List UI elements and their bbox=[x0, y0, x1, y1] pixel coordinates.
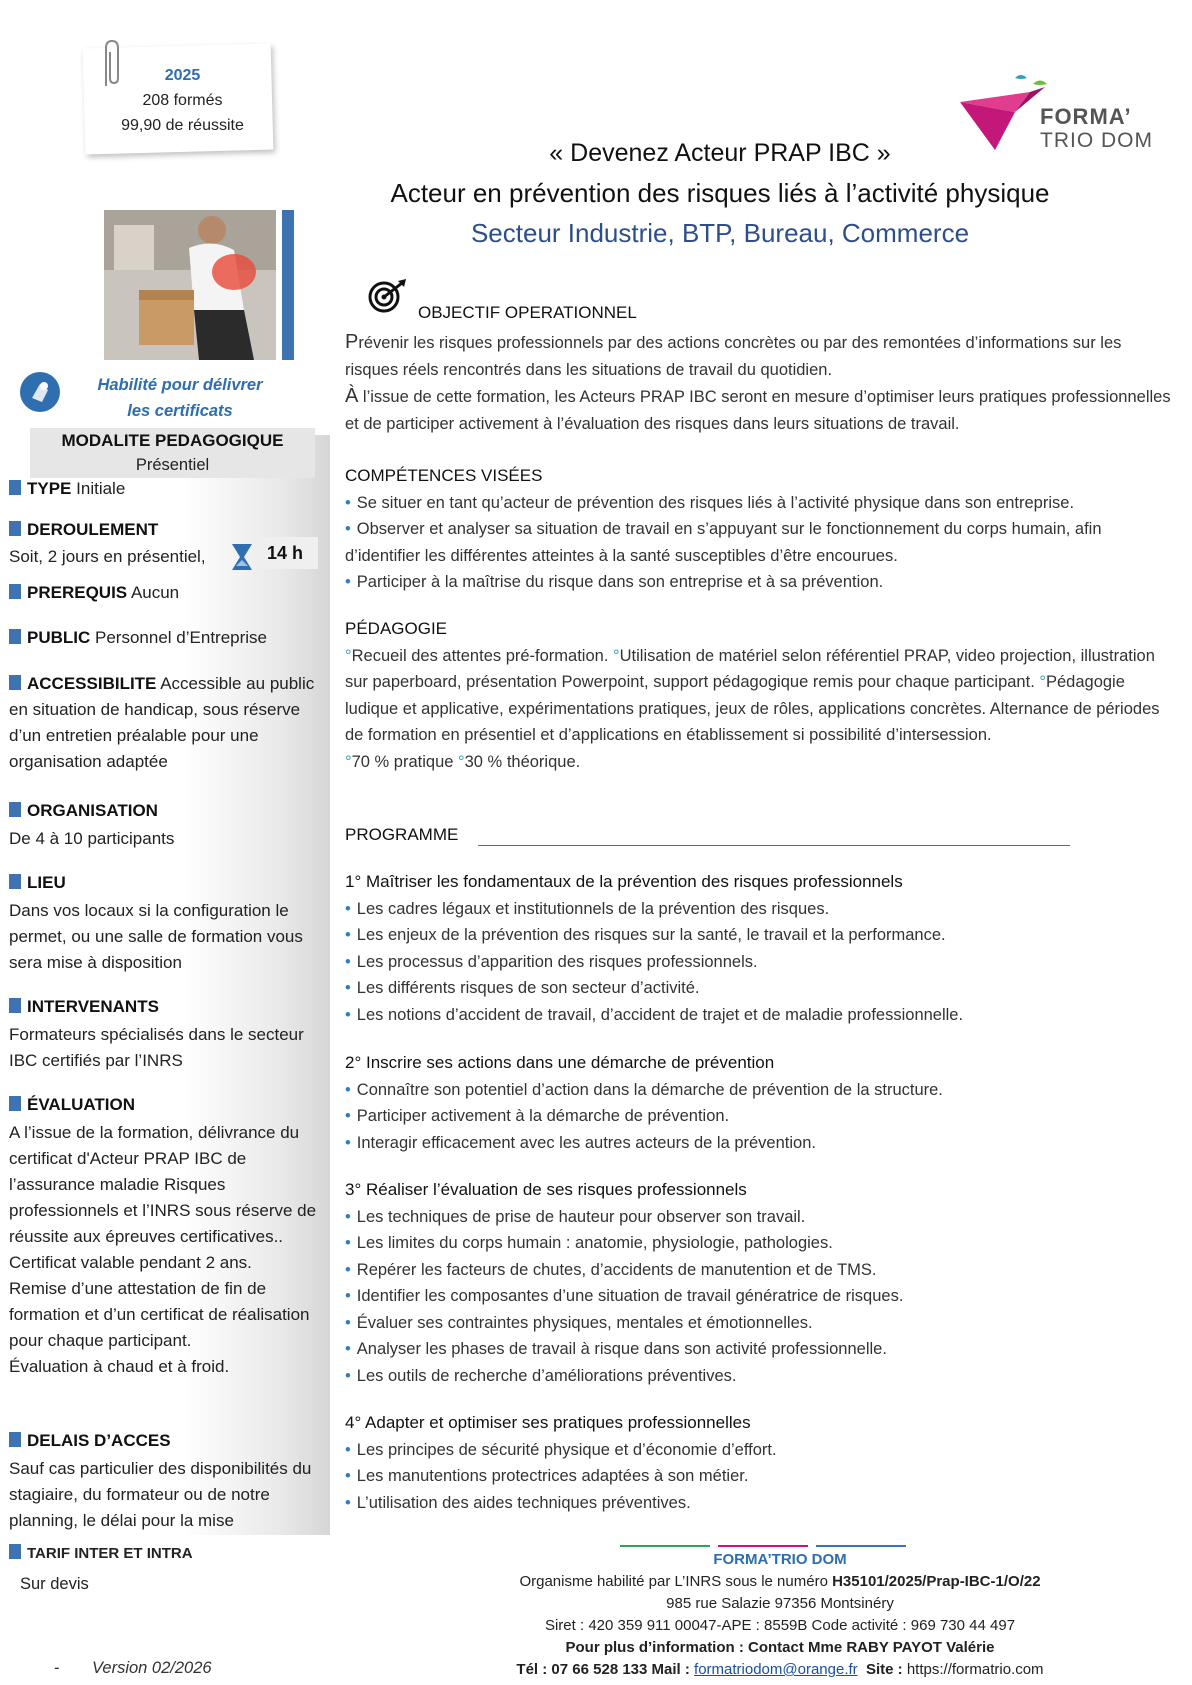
module-item: • Connaître son potentiel d’action dans la démarche de prévention de la structure. bbox=[345, 1080, 943, 1099]
module-title: 3° Réaliser l’évaluation de ses risques professionnels bbox=[345, 1180, 747, 1199]
accessibilite-value: Accessible au public en situation de handicap, sous réserve d’un entretien préalable pour une organisation adaptée bbox=[9, 674, 315, 771]
objectif-paragraphs bbox=[345, 329, 1175, 437]
module-item-text: Analyser les phases de travail à risque dans son activité professionnelle. bbox=[356, 1340, 887, 1358]
pedagogie-text: °Recueil des attentes pré-formation. °Utilisation de matériel selon référentiel PRAP, video projection, illustration sur paperboard, présentation Powerpoint, support pédagogique remis pour chaque participant. °Pédagogie ludique et applicative, expérimentations pratiques, jeux de rôles, applications concrètes. Alternance de périodes de formation en présentiel et d’applications en établissement si possibilité d’intersession. bbox=[345, 646, 1160, 744]
prerequis-value: Aucun bbox=[130, 583, 180, 602]
module-item: • Les manutentions protectrices adaptées à son métier. bbox=[345, 1467, 749, 1485]
section-marker-icon bbox=[9, 1432, 21, 1447]
type-section bbox=[9, 476, 317, 502]
title-line3: Secteur Industrie, BTP, Bureau, Commerce bbox=[470, 218, 970, 248]
version-dash: - bbox=[54, 1659, 60, 1677]
stats-block bbox=[100, 63, 265, 138]
programme-title: PROGRAMME bbox=[345, 825, 459, 844]
prerequis-header: PREREQUIS bbox=[27, 583, 128, 602]
module-item: • Les techniques de prise de hauteur pour observer son travail. bbox=[345, 1207, 806, 1226]
pedagogie-s3: Pédagogie ludique et applicative, expérimentations pratiques, jeux de rôles, applications concrètes. Alternance de périodes de formation en présentiel et d’applications en établissement si possibilité d’intersession. bbox=[345, 673, 1160, 744]
evaluation-section bbox=[9, 1092, 317, 1380]
module-title: 1° Maîtriser les fondamentaux de la prévention des risques professionnels bbox=[345, 872, 903, 891]
type-value: Initiale bbox=[76, 479, 126, 498]
title-line1: « Devenez Acteur PRAP IBC » bbox=[549, 139, 891, 167]
competence-text: Se situer en tant qu’acteur de prévention des risques liés à l’activité physique dans son entreprise. bbox=[356, 493, 1075, 512]
delais-header: DELAIS D’ACCES bbox=[27, 1431, 171, 1450]
module-item: • Les processus d’apparition des risques professionnels. bbox=[345, 952, 758, 971]
tarif-value: Sur devis bbox=[20, 1575, 89, 1593]
pedagogie-ratio: °70 % pratique °30 % théorique. bbox=[345, 752, 581, 771]
module-item: • Les différents risques de son secteur d’activité. bbox=[345, 979, 700, 997]
competence-item: • Participer à la maîtrise du risque dans son entreprise et à sa prévention. bbox=[345, 573, 884, 591]
footer-site-link[interactable]: https://formatrio.com bbox=[906, 1661, 1044, 1678]
footer-habilitation bbox=[420, 1571, 1140, 1593]
lieu-section bbox=[9, 870, 317, 976]
footer-siret: Siret : 420 359 911 00047-APE : 8559B Code activité : 969 730 44 497 bbox=[544, 1617, 1016, 1634]
objectif-p1 bbox=[345, 329, 1175, 383]
module-item-text: L’utilisation des aides techniques préventives. bbox=[356, 1493, 691, 1512]
module-item-text: Identifier les composantes d’une situation de travail génératrice de risques. bbox=[356, 1287, 904, 1305]
section-marker-icon bbox=[9, 1544, 21, 1559]
stats-success: 99,90 de réussite bbox=[121, 117, 244, 134]
module-item: • Repérer les facteurs de chutes, d’accidents de manutention et de TMS. bbox=[345, 1260, 877, 1279]
deroulement-value: Soit, 2 jours en présentiel, bbox=[9, 547, 206, 566]
module-item: • Participer activement à la démarche de prévention. bbox=[345, 1107, 730, 1125]
module-item: • L’utilisation des aides techniques préventives. bbox=[345, 1493, 691, 1512]
pedagogie-s4: 70 % pratique bbox=[351, 752, 459, 771]
competence-item: • Observer et analyser sa situation de travail en s’appuyant sur le fonctionnement du corps humain, afin d’identifier les différentes atteintes à la santé susceptibles d’être encourues. bbox=[345, 520, 1102, 565]
module-item-text: Interagir efficacement avec les autres acteurs de la prévention. bbox=[356, 1133, 816, 1152]
module-item: • Les limites du corps humain : anatomie, physiologie, pathologies. bbox=[345, 1234, 833, 1252]
module-item-text: Les cadres légaux et institutionnels de la prévention des risques. bbox=[356, 899, 830, 918]
module-title: 4° Adapter et optimiser ses pratiques professionnelles bbox=[345, 1413, 751, 1432]
modalite-title: MODALITE PEDAGOGIQUE bbox=[61, 431, 284, 450]
objectif-p2-dropcap: À bbox=[345, 385, 359, 407]
footer-links bbox=[420, 1659, 1140, 1681]
footer-org: FORMA’TRIO DOM bbox=[713, 1551, 847, 1568]
footer-rule-blue bbox=[816, 1545, 906, 1547]
certificate-badge-icon bbox=[18, 370, 62, 414]
modalite-value: Présentiel bbox=[135, 456, 210, 474]
module-item: • Les principes de sécurité physique et d’économie d’effort. bbox=[345, 1440, 777, 1459]
pedagogie-section bbox=[345, 616, 1175, 775]
module-item-text: Connaître son potentiel d’action dans la démarche de prévention de la structure. bbox=[356, 1080, 943, 1099]
habilite-line2: les certificats bbox=[127, 402, 233, 420]
intervenants-section bbox=[9, 994, 317, 1074]
module-item-text: Les techniques de prise de hauteur pour observer son travail. bbox=[356, 1207, 806, 1226]
module-item: • Les enjeux de la prévention des risques sur la santé, le travail et la performance. bbox=[345, 926, 946, 944]
module-item: • Les cadres légaux et institutionnels de la prévention des risques. bbox=[345, 899, 830, 918]
public-header: PUBLIC bbox=[27, 628, 91, 647]
section-marker-icon bbox=[9, 480, 21, 495]
deroulement-header: DEROULEMENT bbox=[27, 520, 159, 539]
section-marker-icon bbox=[9, 874, 21, 889]
section-marker-icon bbox=[9, 675, 21, 690]
module-item-text: Participer activement à la démarche de prévention. bbox=[356, 1107, 730, 1125]
footer-contact: Pour plus d’information : Contact Mme RABY PAYOT Valérie bbox=[565, 1639, 995, 1656]
objectif-p2 bbox=[345, 383, 1175, 437]
section-marker-icon bbox=[9, 802, 21, 817]
pedagogie-s5: 30 % théorique. bbox=[464, 752, 581, 771]
module-item: • Identifier les composantes d’une situation de travail génératrice de risques. bbox=[345, 1287, 904, 1305]
logo-text-2: TRIO DOM bbox=[1040, 129, 1153, 152]
title-line2: Acteur en prévention des risques liés à l’activité physique bbox=[390, 178, 1050, 208]
pedagogie-s1: Recueil des attentes pré-formation. bbox=[351, 646, 613, 665]
worker-photo bbox=[104, 210, 294, 360]
module-item-text: Les enjeux de la prévention des risques sur la santé, le travail et la performance. bbox=[356, 926, 946, 944]
footer-hab-num: H35101/2025/Prap-IBC-1/O/22 bbox=[832, 1573, 1041, 1590]
intervenants-header: INTERVENANTS bbox=[27, 997, 159, 1016]
organisation-section bbox=[9, 798, 317, 852]
module-item-text: Les notions d’accident de travail, d’accident de trajet et de maladie professionnelle. bbox=[356, 1005, 964, 1024]
competences-title: COMPÉTENCES VISÉES bbox=[345, 466, 543, 485]
footer-tel: Tél : 07 66 528 133 Mail : bbox=[516, 1661, 695, 1678]
tarif-section bbox=[9, 1543, 193, 1565]
section-marker-icon bbox=[9, 1096, 21, 1111]
prerequis-section bbox=[9, 580, 317, 606]
competence-text: Observer et analyser sa situation de travail en s’appuyant sur le fonctionnement du corps humain, afin d’identifier les différentes atteintes à la santé susceptibles d’être encourues. bbox=[345, 520, 1102, 565]
module-item-text: Les manutentions protectrices adaptées à son métier. bbox=[356, 1467, 749, 1485]
organisation-header: ORGANISATION bbox=[27, 801, 158, 820]
programme-divider bbox=[478, 845, 1070, 846]
accessibilite-header: ACCESSIBILITE bbox=[27, 674, 157, 693]
module-4 bbox=[345, 1410, 1175, 1516]
objectif-p1-dropcap: P bbox=[345, 331, 359, 353]
stats-year: 2025 bbox=[164, 67, 201, 84]
type-header: TYPE bbox=[27, 479, 72, 498]
public-section bbox=[9, 625, 317, 651]
module-item-text: Les processus d’apparition des risques professionnels. bbox=[356, 952, 758, 971]
module-item: • Les notions d’accident de travail, d’accident de trajet et de maladie professionnelle. bbox=[345, 1005, 964, 1024]
competence-item: • Se situer en tant qu’acteur de prévention des risques liés à l’activité physique dans son entreprise. bbox=[345, 493, 1075, 512]
lieu-header: LIEU bbox=[27, 873, 66, 892]
footer-address: 985 rue Salazie 97356 Montsinéry bbox=[666, 1595, 894, 1612]
module-item-text: Les principes de sécurité physique et d’économie d’effort. bbox=[356, 1440, 777, 1459]
footer-rule-green bbox=[620, 1545, 710, 1547]
accessibilite-section bbox=[9, 671, 317, 775]
delais-section bbox=[9, 1428, 317, 1534]
evaluation-p2: Certificat valable pendant 2 ans. bbox=[9, 1253, 252, 1272]
habilite-line1: Habilité pour délivrer bbox=[97, 376, 263, 394]
footer-hab-text: Organisme habilité par L’INRS sous le numéro bbox=[519, 1573, 833, 1590]
objectif-title: OBJECTIF OPERATIONNEL bbox=[418, 303, 637, 322]
module-2 bbox=[345, 1050, 1175, 1156]
module-item: • Évaluer ses contraintes physiques, mentales et émotionnelles. bbox=[345, 1313, 813, 1332]
module-item-text: Les limites du corps humain : anatomie, physiologie, pathologies. bbox=[356, 1234, 833, 1252]
module-item-text: Les différents risques de son secteur d’activité. bbox=[356, 979, 700, 997]
evaluation-p3: Remise d’une attestation de fin de formation et d’un certificat de réalisation pour chaque participant. bbox=[9, 1279, 310, 1350]
tarif-header: TARIF INTER ET INTRA bbox=[27, 1545, 193, 1562]
objectif-p1-text: révenir les risques professionnels par des actions concrètes ou par des remontées d’informations sur les risques réels rencontrés dans les situations de travail du quotidien. bbox=[345, 334, 1122, 379]
habilite-text bbox=[80, 372, 280, 424]
module-item: • Les outils de recherche d’améliorations préventives. bbox=[345, 1366, 737, 1385]
organisation-value: De 4 à 10 participants bbox=[9, 829, 175, 848]
footer-site-label: Site : bbox=[866, 1661, 907, 1678]
target-icon bbox=[362, 277, 412, 313]
module-item: • Analyser les phases de travail à risque dans son activité professionnelle. bbox=[345, 1340, 887, 1358]
module-item: • Interagir efficacement avec les autres acteurs de la prévention. bbox=[345, 1133, 816, 1152]
evaluation-p4: Évaluation à chaud et à froid. bbox=[9, 1357, 230, 1376]
section-marker-icon bbox=[9, 629, 21, 644]
module-3 bbox=[345, 1177, 1175, 1389]
section-marker-icon bbox=[9, 584, 21, 599]
competence-text: Participer à la maîtrise du risque dans son entreprise et à sa prévention. bbox=[356, 573, 884, 591]
stats-trained: 208 formés bbox=[142, 92, 223, 109]
footer-block bbox=[420, 1549, 1140, 1681]
objectif-p2-text: l’issue de cette formation, les Acteurs PRAP IBC seront en mesure d’optimiser leurs pratiques professionnelles et de participer activement à l’évaluation des risques dans leurs situations de travail. bbox=[345, 388, 1171, 433]
module-item-text: Repérer les facteurs de chutes, d’accidents de manutention et de TMS. bbox=[356, 1260, 877, 1279]
competences-section bbox=[345, 463, 1175, 596]
footer-email-link[interactable]: formatriodom@orange.fr bbox=[694, 1661, 858, 1678]
module-1 bbox=[345, 869, 1175, 1028]
public-value: Personnel d’Entreprise bbox=[95, 628, 267, 647]
section-marker-icon bbox=[9, 998, 21, 1013]
version-text: Version 02/2026 bbox=[92, 1659, 212, 1677]
logo-forma: FORMA’ bbox=[1040, 104, 1132, 129]
evaluation-header: ÉVALUATION bbox=[27, 1095, 135, 1114]
pedagogie-title: PÉDAGOGIE bbox=[345, 619, 448, 638]
hourglass-icon bbox=[230, 542, 254, 572]
logo-text-1 bbox=[1040, 106, 1132, 128]
footer-rule-pink bbox=[718, 1545, 808, 1547]
intervenants-value: Formateurs spécialisés dans le secteur IBC certifiés par l’INRS bbox=[9, 1025, 304, 1070]
section-marker-icon bbox=[9, 521, 21, 536]
modalite-box bbox=[30, 428, 315, 478]
module-item-text: Évaluer ses contraintes physiques, mentales et émotionnelles. bbox=[356, 1313, 813, 1332]
delais-value: Sauf cas particulier des disponibilités du stagiaire, du formateur ou de notre planning, le délai pour la mise bbox=[9, 1459, 312, 1530]
duration-badge: 14 h bbox=[252, 537, 318, 569]
module-item-text: Les outils de recherche d’améliorations préventives. bbox=[356, 1366, 737, 1385]
module-title: 2° Inscrire ses actions dans une démarche de prévention bbox=[345, 1053, 775, 1072]
lieu-value: Dans vos locaux si la configuration le permet, ou une salle de formation vous sera mise à disposition bbox=[9, 901, 303, 972]
evaluation-p1: A l’issue de la formation, délivrance du certificat d'Acteur PRAP IBC de l’assurance maladie Risques professionnels et l’INRS sous réserve de réussite aux épreuves certificatives.. bbox=[9, 1123, 317, 1246]
pedagogie-s2: Utilisation de matériel selon référentiel PRAP, video projection, illustration sur paperboard, présentation Powerpoint, support pédagogique remis pour chaque participant. bbox=[345, 646, 1155, 691]
